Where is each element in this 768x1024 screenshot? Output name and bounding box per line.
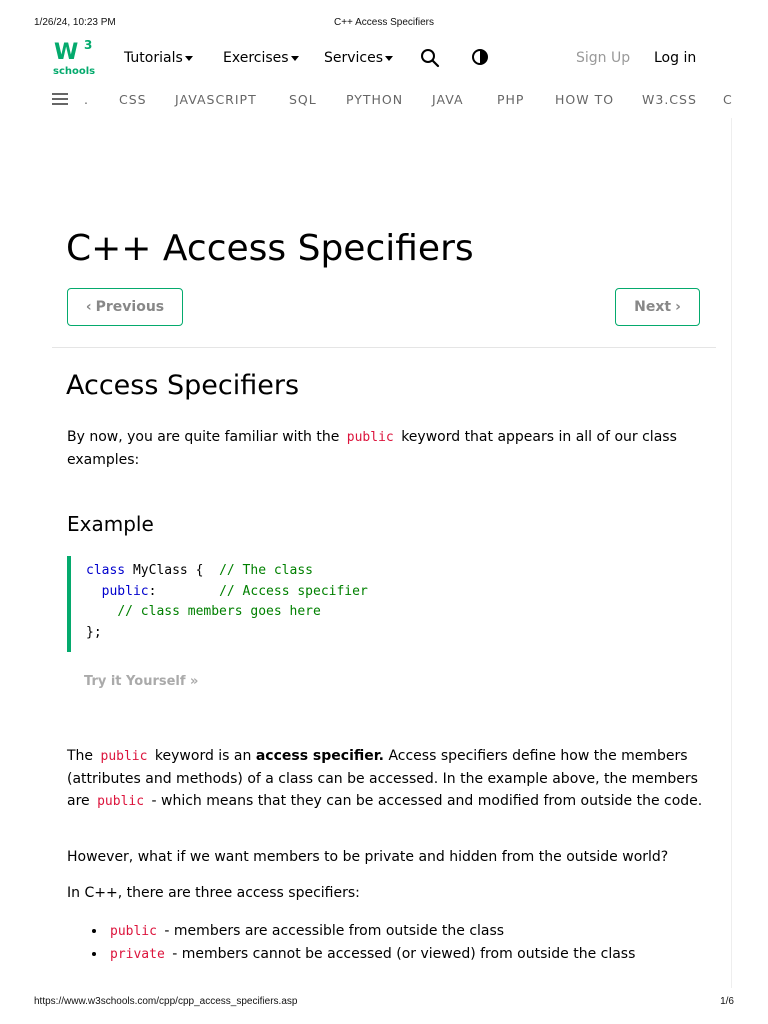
print-footer — [0, 994, 768, 1014]
caret-down-icon — [185, 56, 193, 61]
subnav-item-how-to[interactable]: HOW TO — [555, 92, 615, 107]
contrast-icon[interactable] — [471, 48, 493, 70]
keyword-private: private — [110, 947, 165, 962]
list-item — [107, 920, 747, 943]
next-button-label: Next — [634, 299, 672, 315]
print-page-number: 1/6 — [720, 996, 734, 1007]
specifiers-list — [67, 920, 747, 966]
paragraph-text: Access specifiers define how the members (attributes and methods) of a class can be accessed. In the example above, the members are — [67, 748, 698, 809]
keyword-public: public — [346, 430, 394, 445]
paragraph-text: The — [67, 748, 94, 764]
code-example — [67, 556, 711, 652]
next-button[interactable] — [615, 288, 700, 326]
bold-term: access specifier. — [255, 748, 384, 764]
code-line: class MyClass { // The class — [86, 563, 313, 578]
subnav-item-php[interactable]: PHP — [497, 92, 525, 107]
list-item — [107, 943, 747, 966]
subnav-item-sql[interactable]: SQL — [289, 92, 317, 107]
nav-tutorials[interactable] — [124, 50, 193, 66]
intro-paragraph — [67, 426, 707, 471]
subnav-item-python[interactable]: PYTHON — [346, 92, 404, 107]
nav-exercises[interactable] — [223, 50, 299, 66]
keyword-public: public — [97, 794, 145, 809]
code-line: }; — [86, 625, 102, 640]
example-heading: Example — [67, 512, 154, 536]
caret-down-icon — [385, 56, 393, 61]
list-item-text: - members are accessible from outside the class — [164, 923, 505, 939]
divider — [52, 347, 716, 348]
previous-button-label: Previous — [95, 299, 165, 315]
try-it-yourself-button[interactable]: Try it Yourself » — [84, 674, 199, 689]
page-title: C++ Access Specifiers — [66, 228, 474, 269]
top-navigation — [0, 34, 768, 86]
logo-letter: W — [54, 40, 78, 65]
nav-services[interactable] — [324, 50, 393, 66]
subnav-item-w3css[interactable]: W3.CSS — [642, 92, 697, 107]
print-title: C++ Access Specifiers — [333, 17, 435, 28]
access-specifier-paragraph — [67, 745, 707, 813]
search-icon[interactable] — [420, 48, 442, 70]
menu-icon[interactable] — [52, 93, 68, 105]
subnav-item-javascript[interactable]: JAVASCRIPT — [175, 92, 257, 107]
caret-down-icon — [291, 56, 299, 61]
chevron-right-icon: › — [675, 299, 681, 315]
code-line: // class members goes here — [117, 604, 321, 619]
subnav-item-c[interactable]: C — [723, 92, 733, 107]
topics-navigation — [0, 88, 768, 112]
paragraph-text: - which means that they can be accessed and modified from outside the code. — [151, 793, 703, 809]
keyword-public: public — [100, 749, 148, 764]
three-specifiers-paragraph: In C++, there are three access specifiers: — [67, 885, 360, 901]
print-date: 1/26/24, 10:23 PM — [34, 17, 116, 28]
section-heading: Access Specifiers — [66, 370, 300, 401]
subnav-item-css[interactable]: CSS — [119, 92, 147, 107]
content-divider — [731, 118, 732, 988]
print-header — [0, 0, 768, 30]
nav-tutorials-label: Tutorials — [124, 50, 183, 66]
keyword-public: public — [110, 924, 157, 939]
print-url: https://www.w3schools.com/cpp/cpp_access_specifiers.asp — [34, 996, 298, 1007]
paragraph-text: keyword is an — [154, 748, 252, 764]
previous-button[interactable] — [67, 288, 183, 326]
w3schools-logo[interactable] — [52, 40, 96, 80]
chevron-left-icon: ‹ — [85, 299, 92, 315]
code-line: public: // Access specifier — [86, 584, 368, 599]
list-item-text: - members cannot be accessed (or viewed) from outside the class — [172, 946, 636, 962]
intro-text: By now, you are quite familiar with the — [67, 429, 340, 445]
login-link[interactable]: Log in — [654, 50, 697, 66]
logo-subtitle: schools — [53, 66, 96, 77]
signup-link[interactable]: Sign Up — [576, 50, 631, 66]
intro-text: keyword that appears in all of our class examples: — [67, 429, 677, 468]
subnav-item-java[interactable]: JAVA — [432, 92, 464, 107]
subnav-item[interactable]: . — [84, 92, 89, 107]
logo-superscript: 3 — [84, 38, 93, 52]
private-question-paragraph: However, what if we want members to be private and hidden from the outside world? — [67, 849, 669, 865]
nav-exercises-label: Exercises — [223, 50, 289, 66]
nav-services-label: Services — [324, 50, 384, 66]
